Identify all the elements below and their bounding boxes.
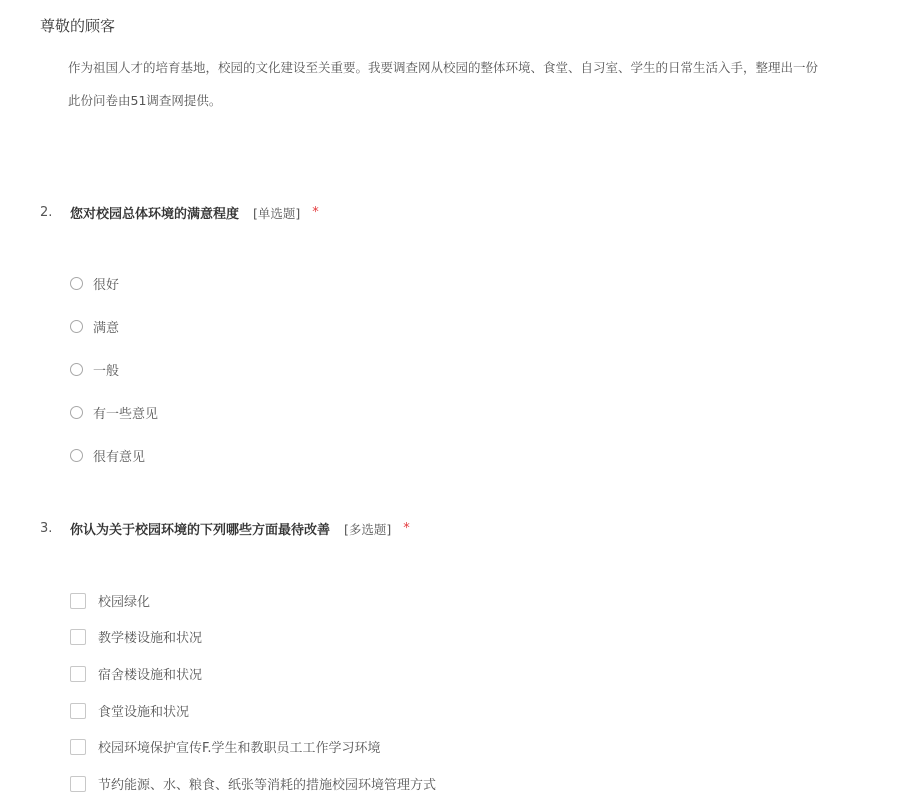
intro-text-line-2: 此份问卷由51调查网提供。: [68, 93, 222, 108]
option-label: 教学楼设施和状况: [98, 631, 203, 646]
checkbox-option-energy-saving[interactable]: [70, 774, 436, 793]
question-type-label: [单选题]: [253, 205, 301, 221]
question-number: 3.: [40, 521, 53, 536]
radio-button[interactable]: [70, 320, 83, 333]
checkbox[interactable]: [70, 629, 86, 645]
option-label: 有一些意见: [93, 407, 159, 422]
question-title: 您对校园总体环境的满意程度: [70, 207, 240, 222]
option-label: 很有意见: [93, 450, 146, 465]
checkbox[interactable]: [70, 666, 86, 682]
checkbox[interactable]: [70, 739, 86, 755]
radio-option-some-opinions[interactable]: [70, 403, 158, 422]
checkbox-option-environment-publicity[interactable]: [70, 737, 381, 756]
checkbox[interactable]: [70, 703, 86, 719]
greeting-heading: 尊敬的顾客: [40, 17, 116, 35]
option-label: 宿舍楼设施和状况: [98, 668, 203, 683]
radio-button[interactable]: [70, 277, 83, 290]
radio-button[interactable]: [70, 406, 83, 419]
radio-option-very-good[interactable]: [70, 274, 119, 293]
option-label: 一般: [93, 364, 120, 379]
option-label: 节约能源、水、粮食、纸张等消耗的措施校园环境管理方式: [98, 778, 437, 793]
question-number: 2.: [40, 205, 53, 220]
option-label: 校园绿化: [98, 595, 151, 610]
checkbox-option-teaching-building[interactable]: [70, 627, 202, 646]
radio-button[interactable]: [70, 363, 83, 376]
checkbox-option-greening[interactable]: [70, 591, 150, 610]
option-label: 食堂设施和状况: [98, 705, 190, 720]
option-label: 校园环境保护宣传F.学生和教职员工工作学习环境: [98, 741, 381, 756]
radio-option-satisfied[interactable]: [70, 317, 119, 336]
question-title: 你认为关于校园环境的下列哪些方面最待改善: [70, 523, 331, 538]
option-label: 满意: [93, 321, 120, 336]
intro-text-line-1: 作为祖国人才的培育基地，校园的文化建设至关重要。我要调查网从校园的整体环境、食堂、自习室、学生的日常生活入手，整理出一份: [68, 60, 819, 75]
checkbox-option-canteen[interactable]: [70, 701, 189, 720]
radio-option-average[interactable]: [70, 360, 119, 379]
checkbox[interactable]: [70, 593, 86, 609]
checkbox-option-dormitory[interactable]: [70, 664, 202, 683]
question-2-header: [40, 203, 319, 222]
required-asterisk: *: [403, 521, 410, 536]
option-label: 很好: [93, 278, 120, 293]
question-type-label: [多选题]: [344, 521, 392, 537]
radio-button[interactable]: [70, 449, 83, 462]
question-3-header: [40, 519, 410, 538]
checkbox[interactable]: [70, 776, 86, 792]
required-asterisk: *: [312, 205, 319, 220]
radio-option-many-opinions[interactable]: [70, 446, 145, 465]
